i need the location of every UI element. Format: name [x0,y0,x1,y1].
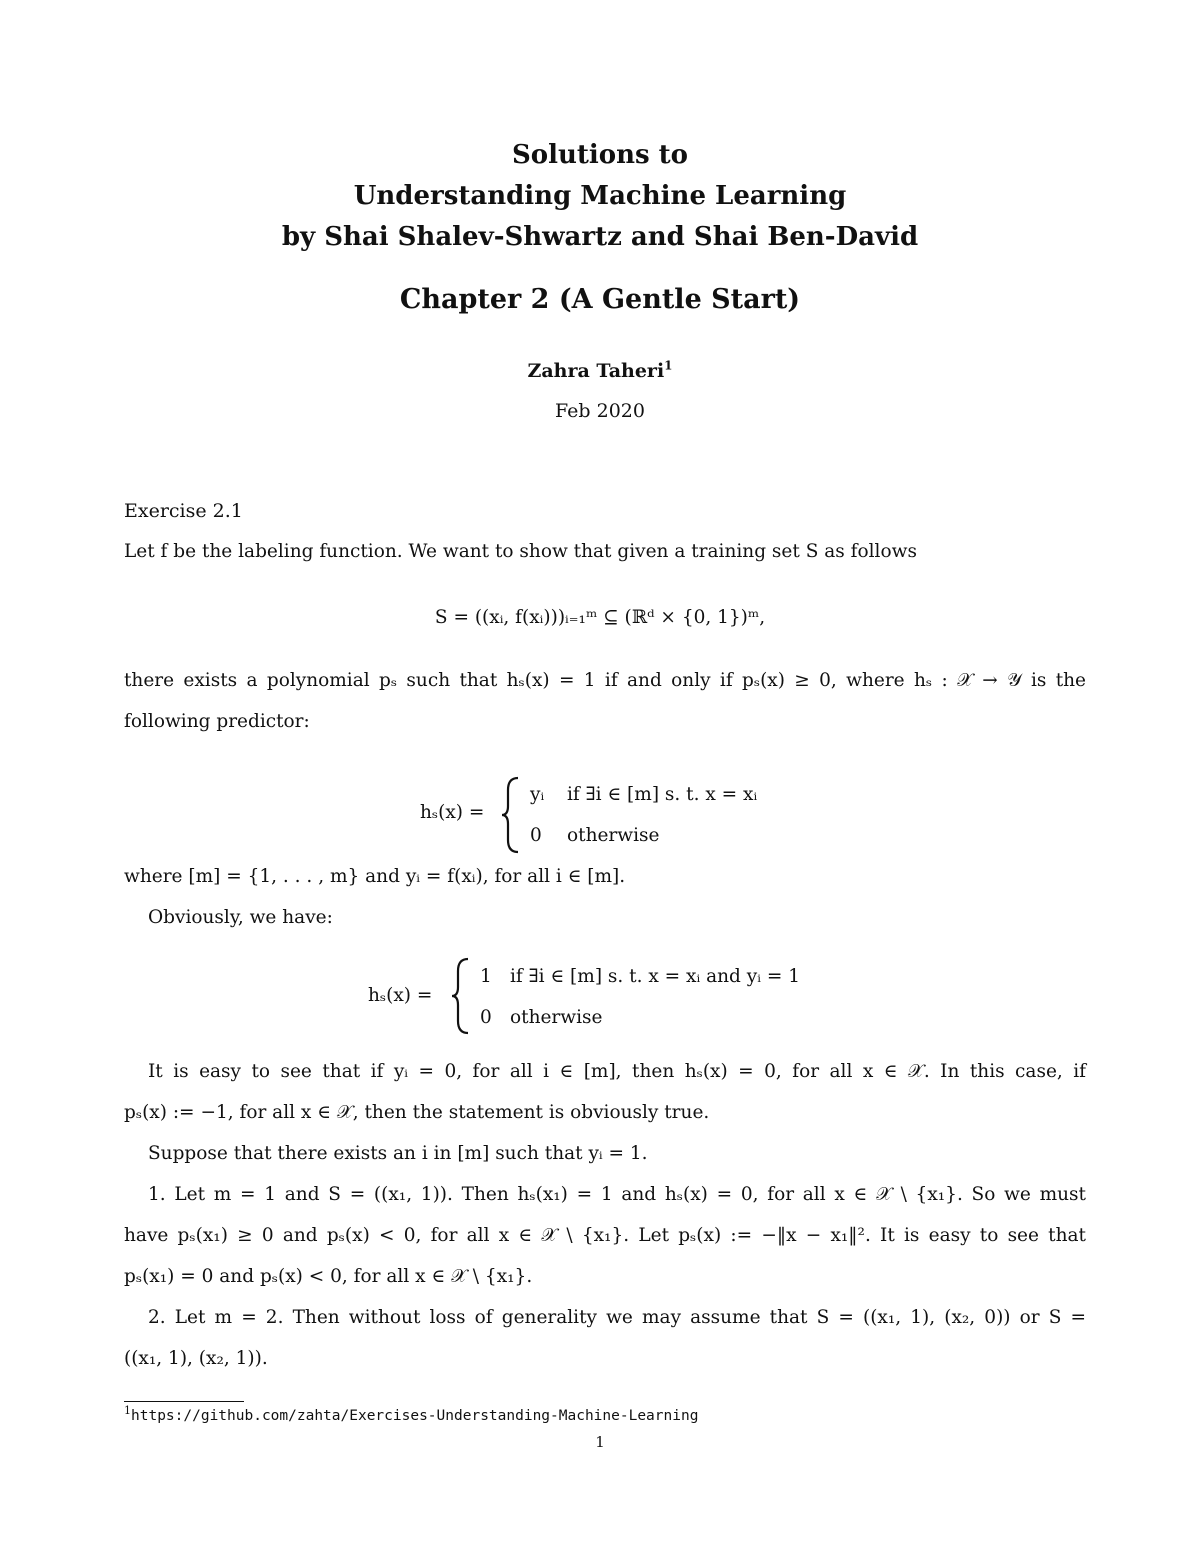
item1-line-2: have pₛ(x₁) ≥ 0 and pₛ(x) < 0, for all x ∈ 𝒳 \ {x₁}. Let pₛ(x) := −‖x − x₁‖². It is easy to see that [124,1225,1086,1246]
training-set-equation: S = ((xᵢ, f(xᵢ)))ᵢ₌₁ᵐ ⊆ (ℝᵈ × {0, 1})ᵐ, [434,607,766,628]
item2-line-2: ((x₁, 1), (x₂, 1)). [124,1348,268,1369]
page-number: 1 [595,1433,605,1451]
author-name: Zahra Taheri [527,360,665,382]
predictor1-case1-condition: if ∃i ∈ [m] s. t. x = xᵢ [567,784,758,805]
footnote-rule [124,1401,244,1402]
obviously-line: Obviously, we have: [148,907,333,928]
exercise-heading: Exercise 2.1 [124,500,243,522]
title-line-1: Solutions to [511,140,689,170]
predictor2-case1-condition: if ∃i ∈ [m] s. t. x = xᵢ and yᵢ = 1 [510,966,800,987]
title-line-2: Understanding Machine Learning [353,181,847,211]
item2-line-1: 2. Let m = 2. Then without loss of generality we may assume that S = ((x₁, 1), (x₂, 0)) or S = [148,1307,1086,1328]
footnote-link[interactable]: https://github.com/zahta/Exercises-Understanding-Machine-Learning [131,1408,699,1424]
footnote [124,1404,699,1424]
where-line: where [m] = {1, . . . , m} and yᵢ = f(xᵢ), for all i ∈ [m]. [124,866,626,887]
title-line-3: by Shai Shalev-Shwartz and Shai Ben-David [281,222,919,252]
left-brace-icon [500,776,522,854]
polynomial-line-1: there exists a polynomial pₛ such that hₛ(x) = 1 if and only if pₛ(x) ≥ 0, where hₛ : 𝒳 → 𝒴 is the [124,670,1086,691]
author-footnote-mark: 1 [664,358,673,373]
intro-paragraph: Let f be the labeling function. We want to show that given a training set S as follows [124,541,917,562]
predictor1-case2-condition: otherwise [567,825,660,846]
item1-line-1: 1. Let m = 1 and S = ((x₁, 1)). Then hₛ(x₁) = 1 and hₛ(x) = 0, for all x ∈ 𝒳 \ {x₁}. So we must [148,1184,1086,1205]
predictor1-case2-value: 0 [530,825,542,846]
item1-line-3: pₛ(x₁) = 0 and pₛ(x) < 0, for all x ∈ 𝒳 \ {x₁}. [124,1266,533,1287]
left-brace-icon [450,957,472,1035]
footnote-mark: 1 [124,1404,131,1418]
predictor1-case1-value: yᵢ [530,784,545,805]
predictor2-case1-value: 1 [480,966,492,987]
easy-line-2: pₛ(x) := −1, for all x ∈ 𝒳, then the statement is obviously true. [124,1102,710,1123]
predictor2-case2-condition: otherwise [510,1007,603,1028]
polynomial-line-2: following predictor: [124,711,310,732]
suppose-line: Suppose that there exists an i in [m] such that yᵢ = 1. [148,1143,648,1164]
chapter-heading: Chapter 2 (A Gentle Start) [399,284,801,315]
predictor1-lhs: hₛ(x) = [420,802,485,823]
easy-line-1: It is easy to see that if yᵢ = 0, for all i ∈ [m], then hₛ(x) = 0, for all x ∈ 𝒳. In this case, if [148,1061,1086,1082]
date: Feb 2020 [555,400,645,422]
predictor2-lhs: hₛ(x) = [368,985,433,1006]
predictor2-case2-value: 0 [480,1007,492,1028]
author-line [0,360,1200,382]
